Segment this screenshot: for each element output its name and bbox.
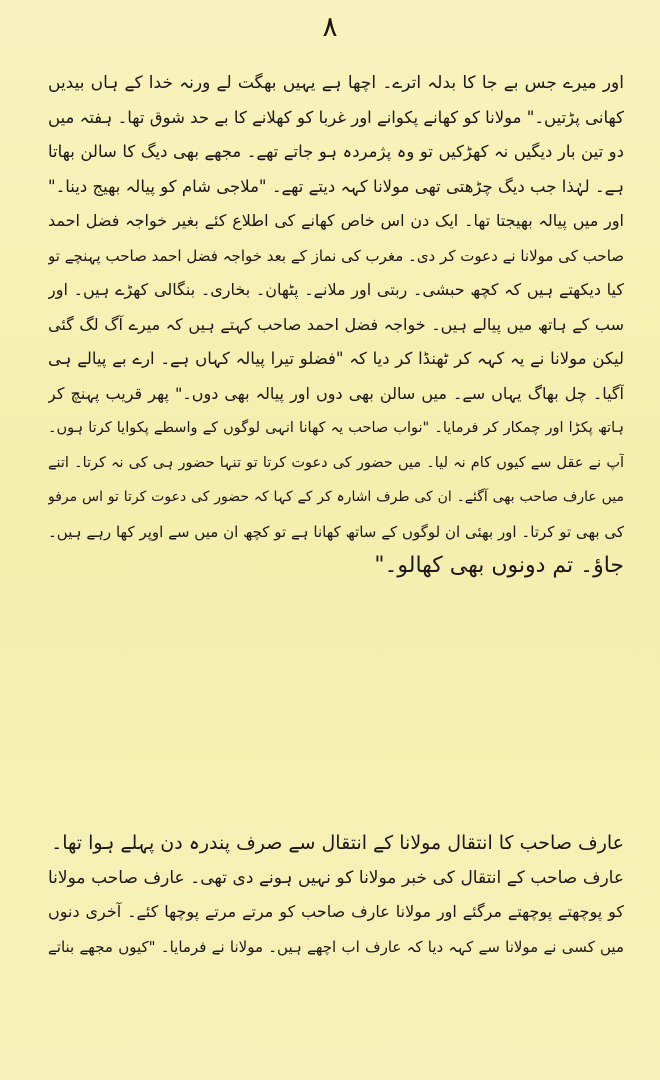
text-line: آپ نے عقل سے کیوں کام نہ لیا۔ میں حضور کی دعوت کرتا تو تنہا حضور ہی کی نہ کرتا۔ اتنے bbox=[48, 454, 624, 471]
text-line: دو تین بار دیگیں نہ کھڑکیں تو وہ پژمردہ ہو جاتے تھے۔ مجھے بھی دیگ کا سالن بھاتا bbox=[48, 142, 624, 161]
text-line: کو پوچھتے پوچھتے مرگئے اور مولانا عارف صاحب کو مرتے مرتے پوچھا کئے۔ آخری دنوں bbox=[48, 902, 624, 921]
paragraph-2 bbox=[48, 826, 624, 964]
text-line: لیکن مولانا نے یہ کہہ کر ٹھنڈا کر دیا کہ "فضلو تیرا پیالہ کہاں ہے۔ ارے بے پیالے ہی bbox=[48, 349, 624, 368]
text-line: اور میرے جس بے جا کا بدلہ اترے۔ اچھا ہے یہیں بھگت لے ورنہ خدا کے ہاں بیدیں bbox=[48, 73, 624, 93]
text-line: آگیا۔ چل بھاگ یہاں سے۔ میں سالن بھی دوں اور پیالہ بھی دوں۔" پھر قریب پہنچ کر bbox=[48, 383, 624, 403]
text-line: میں عارف صاحب بھی آگئے۔ ان کی طرف اشارہ کر کے کہا کہ حضور کی دعوت کرتا تو اس مرفو bbox=[48, 489, 624, 505]
text-line: کھانی پڑتیں۔" مولانا کو کھانے پکوانے اور غربا کو کھلانے کا بے حد شوق تھا۔ ہفتہ میں bbox=[48, 107, 624, 127]
text-line: کیا دیکھتے ہیں کہ کچھ حبشی۔ ربتی اور ملانے۔ پٹھان۔ بخاری۔ بنگالی کھڑے ہیں۔ اور bbox=[48, 280, 624, 299]
text-line: میں کسی نے مولانا سے کہہ دیا کہ عارف اب اچھے ہیں۔ مولانا نے فرمایا۔ "کیوں مجھے بناتے bbox=[48, 937, 624, 956]
text-line: عارف صاحب کا انتقال مولانا کے انتقال سے صرف پندرہ دن پہلے ہوا تھا۔ bbox=[51, 832, 624, 854]
text-line: ہاتھ پکڑا اور چمکار کر فرمایا۔ "نواب صاحب یہ کھانا انہی لوگوں کے واسطے پکوایا کرتا ہوں۔ bbox=[48, 420, 624, 436]
paragraph-1 bbox=[48, 66, 624, 584]
text-line: کی بھی تو کرتا۔ اور بھئی ان لوگوں کے ساتھ کھانا ہے تو کچھ ان میں سے اوپر کھا رہے ہیں۔ bbox=[48, 522, 624, 541]
text-line: عارف صاحب کے انتقال کی خبر مولانا کو نہیں ہونے دی تھی۔ عارف صاحب مولانا bbox=[48, 867, 624, 888]
text-line: اور میں پیالہ بھیجتا تھا۔ ایک دن اس خاص کھانے کی اطلاع کئے بغیر خواجہ فضل احمد bbox=[48, 211, 624, 230]
text-line: سب کے ہاتھ میں پیالے ہیں۔ خواجہ فضل احمد صاحب کہتے ہیں کہ میرے آگ لگ گئی bbox=[48, 314, 624, 334]
text-line: صاحب کی مولانا نے دعوت کر دی۔ مغرب کی نماز کے بعد خواجہ فضل احمد صاحب پہنچے تو bbox=[48, 246, 624, 265]
page-number: ۸ bbox=[322, 10, 338, 43]
text-line: جاؤ۔ تم دونوں بھی کھالو۔" bbox=[374, 553, 624, 578]
text-line: ہے۔ لہٰذا جب دیگ چڑھتی تھی مولانا کہہ دیتے تھے۔ "ملاجی شام کو پیالہ بھیج دینا۔" bbox=[48, 176, 624, 196]
